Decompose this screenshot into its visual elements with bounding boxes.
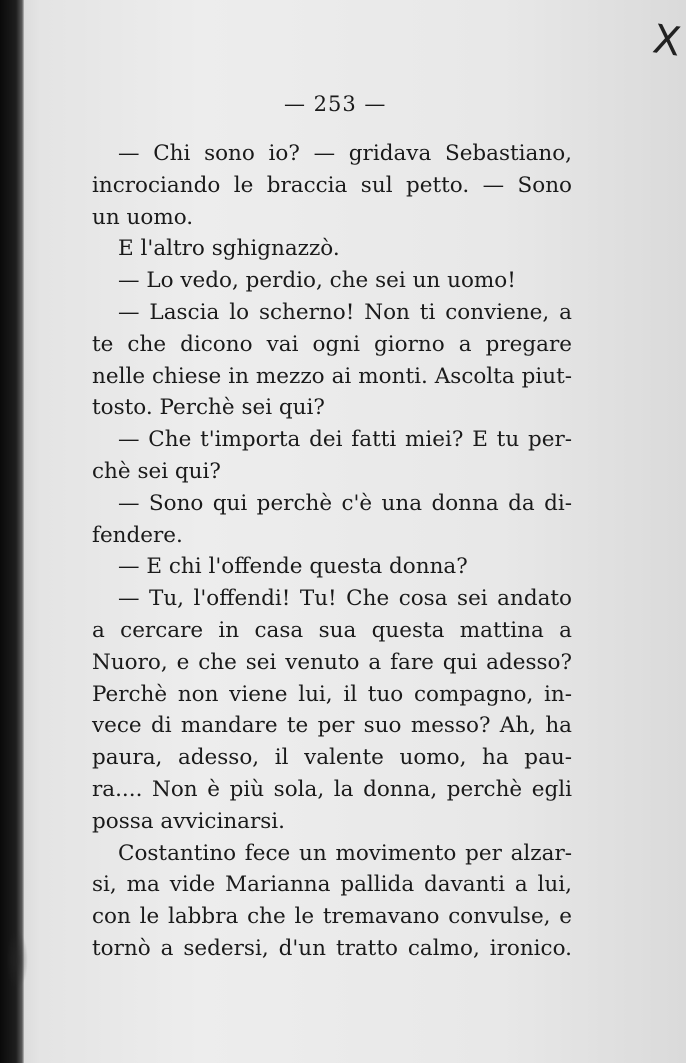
text-line: E l'altro sghignazzò.	[118, 236, 340, 262]
text-line: Perchè non viene lui, il tuo compagno, in-	[92, 681, 572, 707]
text-line: a cercare in casa sua questa mattina a	[92, 617, 572, 643]
body-text	[92, 138, 572, 965]
corner-pencil-mark: X	[649, 16, 684, 66]
text-line: — Che t'importa dei fatti miei? E tu per-	[118, 427, 572, 453]
text-line: — E chi l'offende questa donna?	[118, 554, 468, 580]
text-line: possa avvicinarsi.	[92, 808, 286, 834]
text-line: incrociando le braccia sul petto. — Sono	[92, 172, 572, 198]
text-line: te che dicono vai ogni giorno a pregare	[92, 331, 572, 357]
text-line: — Chi sono io? — gridava Sebastiano,	[118, 141, 572, 166]
text-line: un uomo.	[92, 204, 194, 230]
text-line: tornò a sedersi, d'un tratto calmo, ironico.	[92, 935, 572, 961]
text-line: — Tu, l'offendi! Tu! Che cosa sei andato	[118, 586, 572, 612]
text-line: nelle chiese in mezzo ai monti. Ascolta piut-	[92, 363, 572, 389]
text-line: fendere.	[92, 522, 183, 548]
text-line: — Sono qui perchè c'è una donna da di-	[118, 490, 572, 516]
page-stain	[6, 930, 28, 990]
text-line: ra.... Non è più sola, la donna, perchè egli	[92, 776, 572, 802]
text-line: — Lo vedo, perdio, che sei un uomo!	[118, 268, 516, 294]
page-number: — 253 —	[284, 92, 387, 116]
text-line: — Lascia lo scherno! Non ti conviene, a	[118, 299, 572, 325]
book-spine-shadow	[0, 0, 24, 1063]
text-line: tosto. Perchè sei qui?	[92, 395, 325, 421]
text-line: Nuoro, e che sei venuto a fare qui adesso?	[92, 649, 572, 675]
text-line: con le labbra che le tremavano convulse, e	[92, 904, 572, 930]
text-line: chè sei qui?	[92, 458, 221, 484]
text-line: si, ma vide Marianna pallida davanti a lui,	[92, 872, 572, 898]
text-line: vece di mandare te per suo messo? Ah, ha	[92, 713, 572, 739]
text-line: Costantino fece un movimento per alzar-	[118, 840, 572, 866]
text-line: paura, adesso, il valente uomo, ha pau-	[92, 745, 572, 771]
